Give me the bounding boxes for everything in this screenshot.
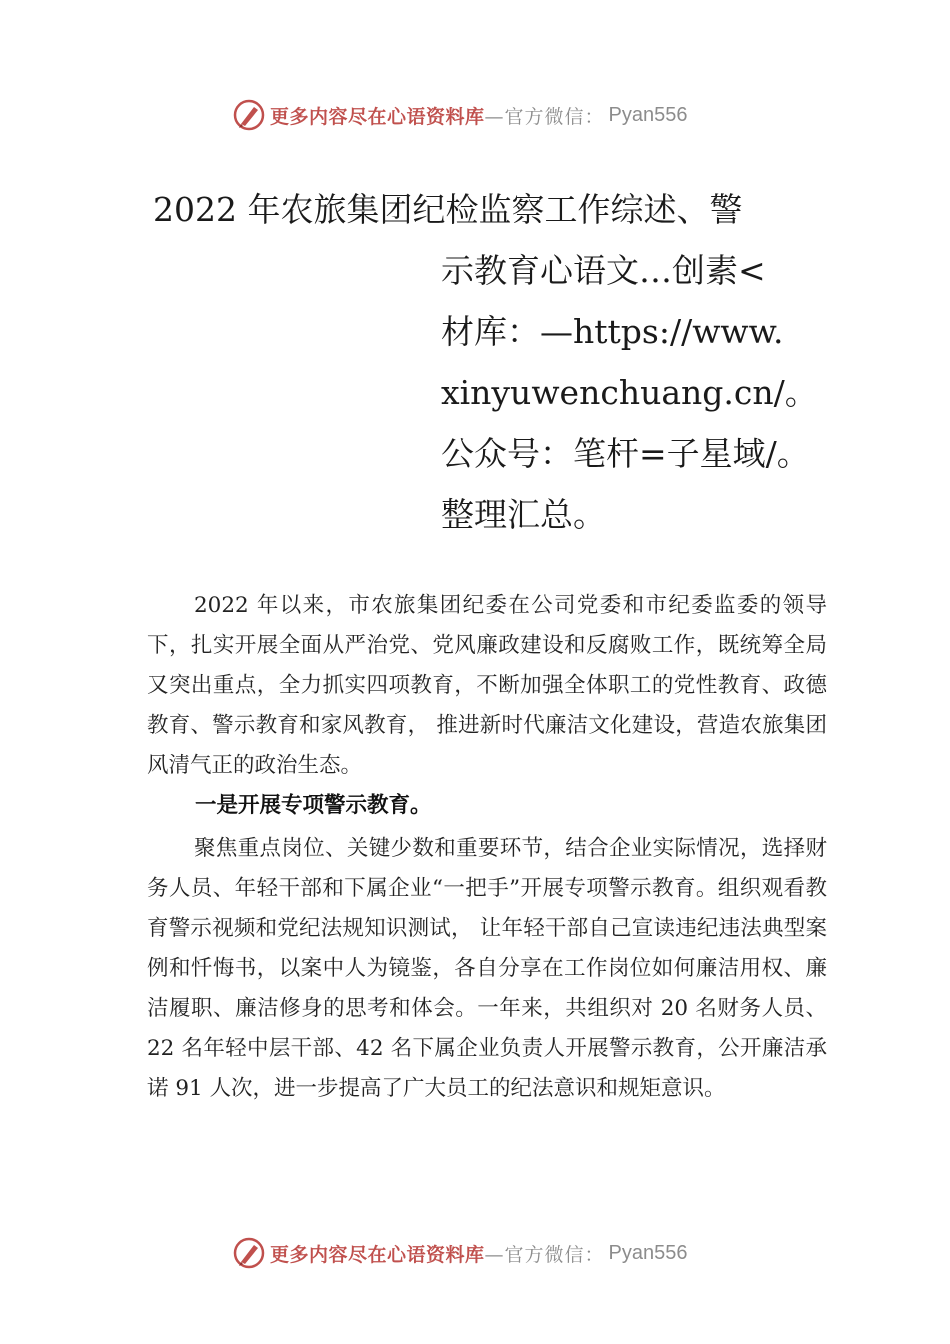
watermark-wechat-id: Pyan556 <box>608 1241 688 1264</box>
quill-pen-logo-icon <box>232 1236 266 1270</box>
watermark-sub-text: —官方微信： <box>484 1243 605 1266</box>
section-heading-1: 一是开展专项警示教育。 <box>195 793 432 818</box>
watermark-sub-text: —官方微信： <box>484 105 605 128</box>
watermark-banner-bottom <box>232 1235 688 1271</box>
quill-pen-logo-icon <box>232 98 266 132</box>
title-line-5: 公众号：笔杆=子星域/。 <box>441 434 810 473</box>
title-line-3: 材库：—https://www. <box>441 312 784 351</box>
watermark-wechat-id: Pyan556 <box>608 103 688 126</box>
watermark-main-text: 更多内容尽在心语资料库 <box>270 1243 485 1266</box>
title-line-2: 示教育心语文…创素< <box>441 251 766 290</box>
watermark-main-text: 更多内容尽在心语资料库 <box>270 105 485 128</box>
section-paragraph-1: 聚焦重点岗位、关键少数和重要环节，结合企业实际情况，选择财务人员、年轻干部和下属企业“一把手”开展专项警示教育。组织观看教育警示视频和党纪法规知识测试， 让年轻干部自己宣读违纪违法典型案例和忏悔书，以案中人为镜鉴，各自分享在工作岗位如何廉洁用权、廉洁履职、廉洁修身的思考和体会。一年来，共组织对 20 名财务人员、22 名年轻中层干部、42 名下属企业负责人开展警示教育，公开廉洁承诺 91 人次，进一步提高了广大员工的纪法意识和规矩意识。 <box>147 836 827 1101</box>
title-line-4: xinyuwenchuang.cn/。 <box>441 373 818 412</box>
title-line-6: 整理汇总。 <box>441 495 606 534</box>
watermark-banner-top <box>232 97 688 133</box>
title-line-1: 2022 年农旅集团纪检监察工作综述、警 <box>153 190 743 229</box>
intro-paragraph: 2022 年以来，市农旅集团纪委在公司党委和市纪委监委的领导下，扎实开展全面从严治党、党风廉政建设和反腐败工作，既统筹全局又突出重点，全力抓实四项教育，不断加强全体职工的党性教育、政德教育、警示教育和家风教育， 推进新时代廉洁文化建设，营造农旅集团风清气正的政治生态。 <box>147 593 827 778</box>
